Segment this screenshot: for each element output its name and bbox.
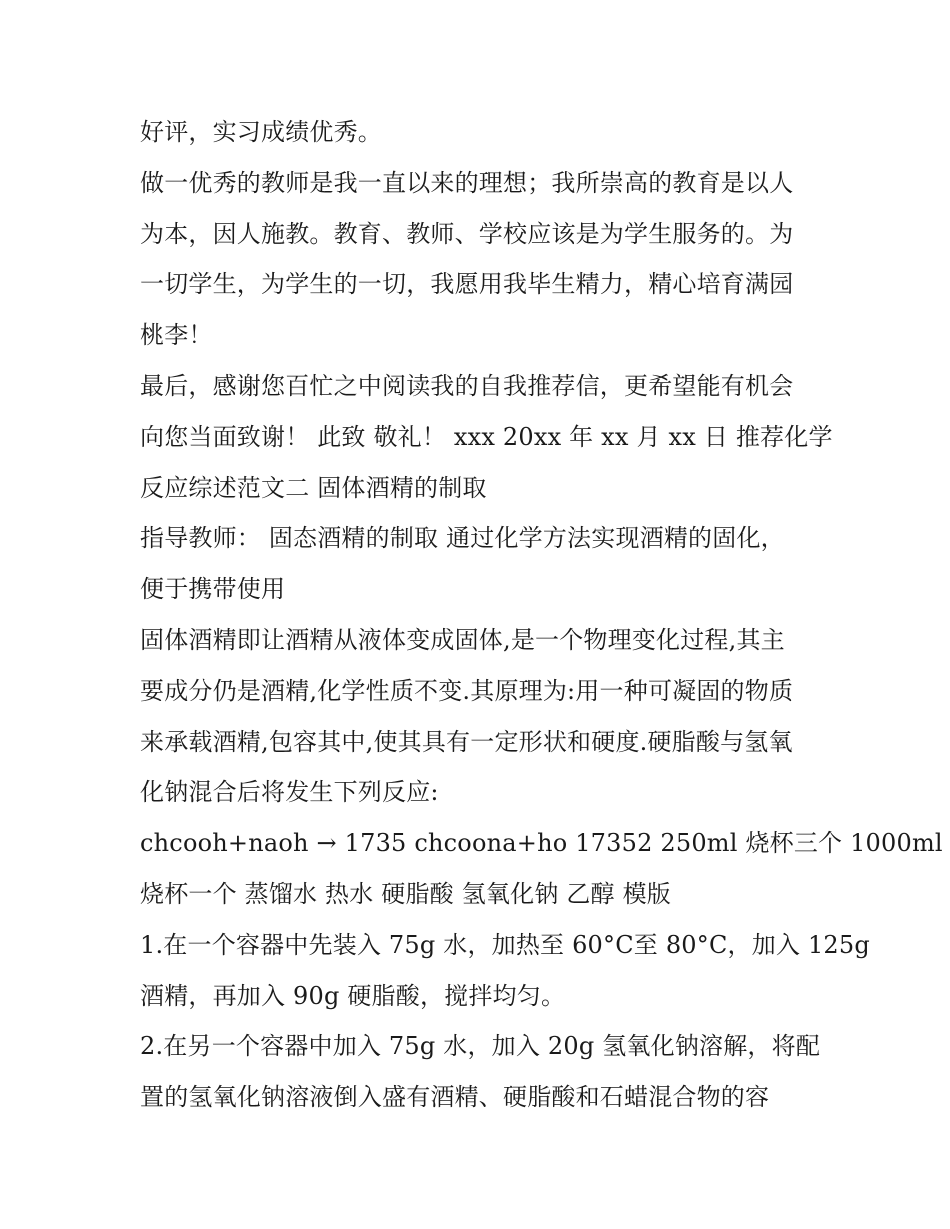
text-line: 一切学生，为学生的一切，我愿用我毕生精力，精心培育满园 [140, 270, 794, 299]
text-line: 1.在一个容器中先装入 75g 水，加热至 60°C至 80°C，加入 125g [140, 930, 870, 959]
text-line: 来承载酒精,包容其中,使其具有一定形状和硬度.硬脂酸与氢氧 [140, 727, 793, 756]
text-line: 指导教师： 固态酒精的制取 通过化学方法实现酒精的固化， [140, 524, 785, 553]
text-line: 反应综述范文二 固体酒精的制取 [140, 473, 487, 502]
text-line: 要成分仍是酒精,化学性质不变.其原理为:用一种可凝固的物质 [140, 676, 794, 705]
text-line: 固体酒精即让酒精从液体变成固体,是一个物理变化过程,其主 [140, 625, 785, 654]
text-line: 烧杯一个 蒸馏水 热水 硬脂酸 氢氧化钠 乙醇 模版 [140, 879, 671, 908]
text-line: 2.在另一个容器中加入 75g 水，加入 20g 氢氧化钠溶解，将配 [140, 1032, 821, 1061]
text-line: 酒精，再加入 90g 硬脂酸，搅拌均匀。 [140, 981, 566, 1010]
document-body [140, 107, 943, 1123]
text-line: 好评，实习成绩优秀。 [140, 118, 382, 146]
text-line: 做一优秀的教师是我一直以来的理想；我所崇高的教育是以人 [140, 168, 794, 197]
text-line: 最后，感谢您百忙之中阅读我的自我推荐信，更希望能有机会 [140, 371, 794, 400]
text-line: 向您当面致谢！ 此致 敬礼！ xxx 20xx 年 xx 月 xx 日 推荐化学 [140, 422, 833, 451]
text-line: chcooh+naoh → 1735 chcoona+ho 17352 250ml 烧杯三个 1000ml [140, 829, 943, 858]
text-line: 化钠混合后将发生下列反应: [140, 778, 439, 807]
text-line: 为本，因人施教。教育、教师、学校应该是为学生服务的。为 [140, 219, 794, 248]
text-line: 便于携带使用 [140, 575, 286, 604]
text-line: 桃李！ [140, 321, 213, 350]
text-line: 置的氢氧化钠溶液倒入盛有酒精、硬脂酸和石蜡混合物的容 [140, 1083, 770, 1112]
